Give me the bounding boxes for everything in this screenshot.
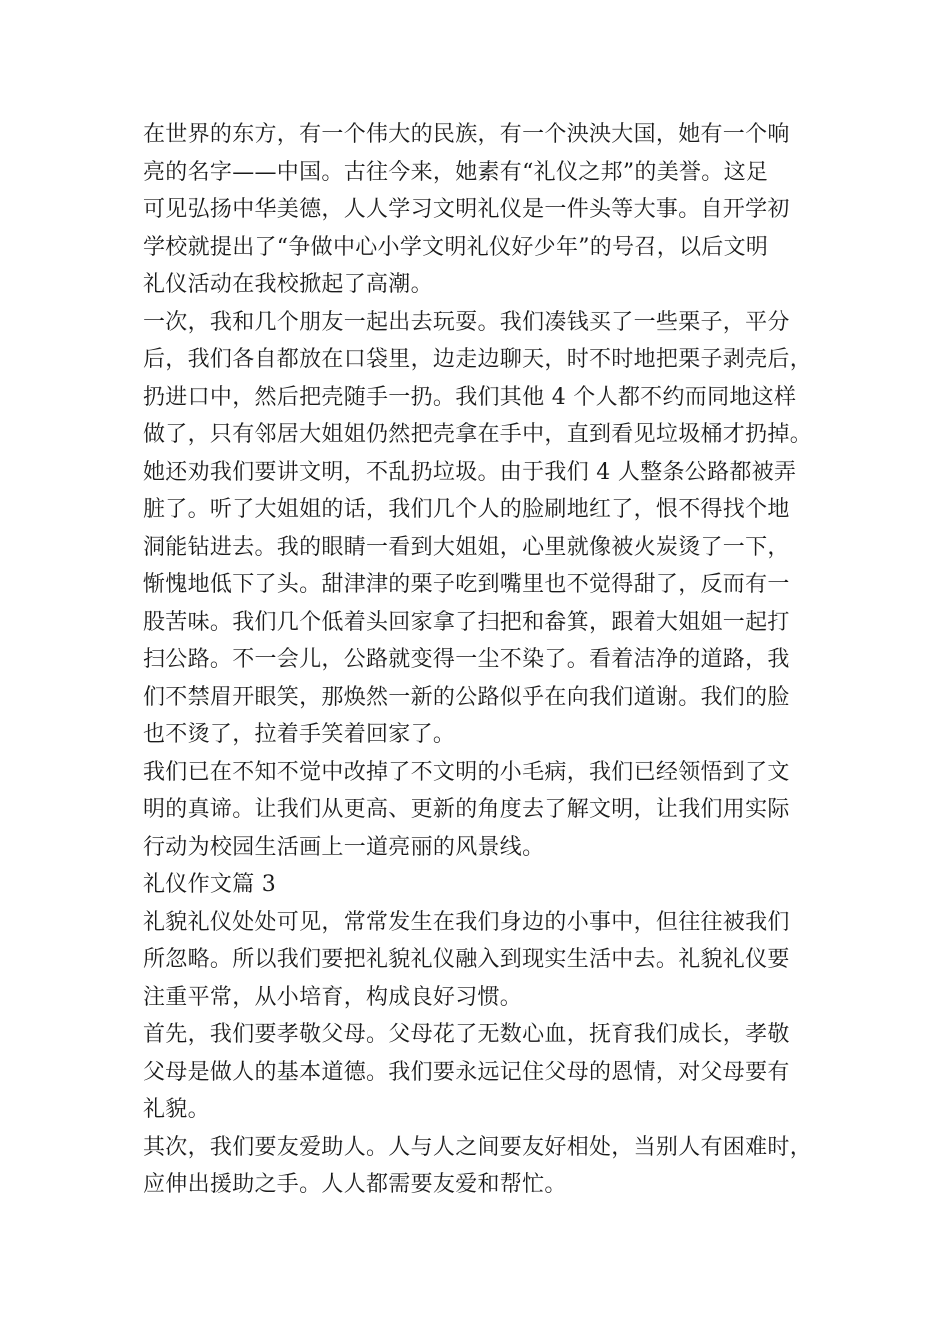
section-heading: 礼仪作文篇 3 [143,872,277,897]
text-line: 礼仪活动在我校掀起了高潮。 [143,272,433,297]
text-line: 明的真谛。让我们从更高、更新的角度去了解文明，让我们用实际 [143,797,790,822]
text-line: 应伸出援助之手。人人都需要友爱和帮忙。 [143,1172,567,1197]
text-line: 们不禁眉开眼笑，那焕然一新的公路似乎在向我们道谢。我们的脸 [143,684,790,710]
document-body [143,116,811,1204]
text-line: 在世界的东方，有一个伟大的民族，有一个泱泱大国，她有一个响 [143,122,790,147]
text-line: 股苦味。我们几个低着头回家拿了扫把和畚箕，跟着大姐姐一起打 [143,609,790,635]
text-line: 扫公路。不一会儿，公路就变得一尘不染了。看着洁净的道路，我 [143,647,790,672]
text-line: 我们已在不知不觉中改掉了不文明的小毛病，我们已经领悟到了文 [143,759,790,785]
text-line: 洞能钻进去。我的眼睛一看到大姐姐，心里就像被火炭烫了一下， [143,534,790,560]
text-line: 脏了。听了大姐姐的话，我们几个人的脸刷地红了，恨不得找个地 [143,497,790,522]
text-line: 所忽略。所以我们要把礼貌礼仪融入到现实生活中去。礼貌礼仪要 [143,947,790,972]
text-line: 她还劝我们要讲文明，不乱扔垃圾。由于我们 4 人整条公路都被弄 [143,459,797,485]
text-line: 礼貌。 [143,1097,210,1122]
text-line: 惭愧地低下了头。甜津津的栗子吃到嘴里也不觉得甜了，反而有一 [143,572,790,597]
text-line: 后，我们各自都放在口袋里，边走边聊天，时不时地把栗子剥壳后， [143,347,813,372]
text-line: 礼貌礼仪处处可见，常常发生在我们身边的小事中，但往往被我们 [143,909,790,935]
text-line: 其次，我们要友爱助人。人与人之间要友好相处，当别人有困难时， [143,1134,813,1160]
text-line: 做了，只有邻居大姐姐仍然把壳拿在手中，直到看见垃圾桶才扔掉。 [143,422,813,447]
text-line: 首先，我们要孝敬父母。父母花了无数心血，抚育我们成长，孝敬 [143,1022,790,1047]
text-line: 行动为校园生活画上一道亮丽的风景线。 [143,834,545,860]
text-line: 父母是做人的基本道德。我们要永远记住父母的恩情，对父母要有 [143,1059,790,1085]
text-line: 一次，我和几个朋友一起出去玩耍。我们凑钱买了一些栗子，平分 [143,309,790,335]
text-line: 可见弘扬中华美德，人人学习文明礼仪是一件头等大事。自开学初 [143,197,790,222]
text-line: 注重平常，从小培育，构成良好习惯。 [143,984,523,1010]
text-line: 扔进口中，然后把壳随手一扔。我们其他 4 个人都不约而同地这样 [143,384,797,410]
text-line: 也不烫了，拉着手笑着回家了。 [143,722,456,747]
text-line: 学校就提出了“争做中心小学文明礼仪好少年”的号召，以后文明 [143,234,769,260]
text-line: 亮的名字——中国。古往今来，她素有“礼仪之邦”的美誉。这足 [143,159,769,185]
